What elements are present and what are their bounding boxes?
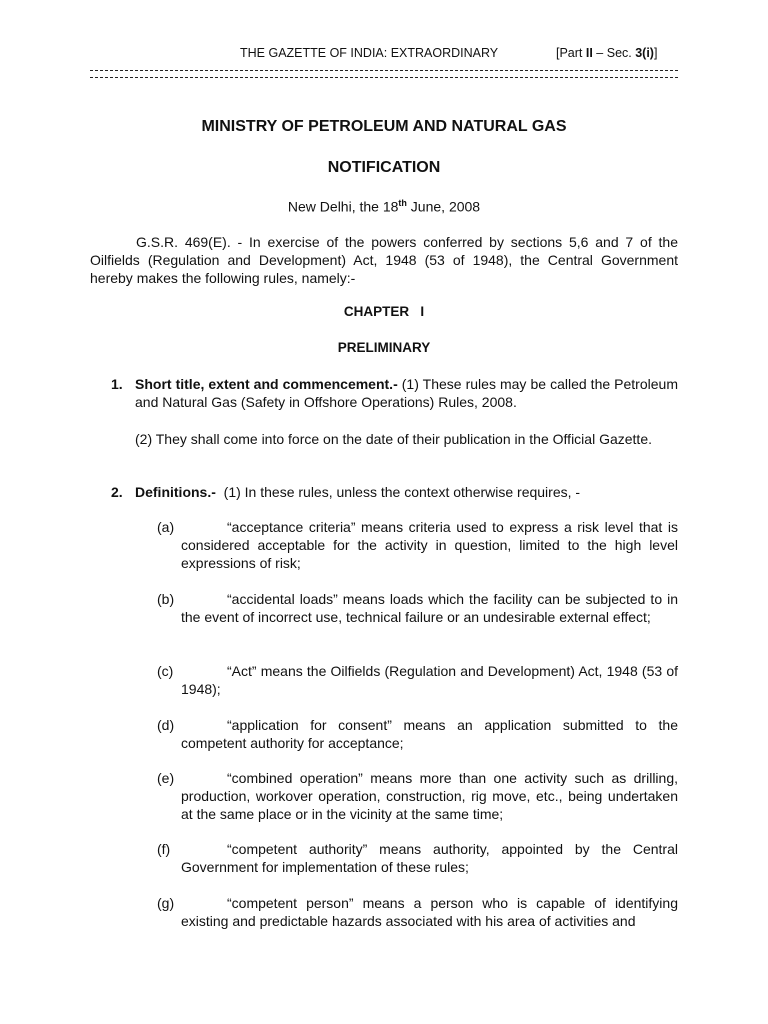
part-section-label: [Part II – Sec. 3(i)] [556, 46, 658, 60]
rule-text: (1) These rules may be called the Petroleum and Natural Gas (Safety in Offshore Operations) Rules, 2008. [135, 376, 678, 410]
rule-number: 2. [111, 484, 123, 500]
definition-text: “Act” means the Oilfields (Regulation and Development) Act, 1948 (53 of 1948); [181, 663, 678, 697]
rule-1-subrule-2: (2) They shall come into force on the date of their publication in the Official Gazette. [135, 431, 652, 447]
definition-item [157, 662, 678, 698]
definition-label: (b) [157, 591, 175, 607]
rule-heading: Definitions.- [135, 484, 216, 500]
definition-text: “application for consent” means an application submitted to the competent authority for acceptance; [181, 717, 678, 751]
definition-item [157, 840, 678, 876]
definition-label: (c) [157, 663, 174, 679]
definition-item [157, 590, 678, 626]
definition-label: (g) [157, 895, 175, 911]
chapter-heading: CHAPTER I [343, 304, 425, 319]
gazette-title: THE GAZETTE OF INDIA: EXTRAORDINARY [240, 46, 499, 60]
gsr-paragraph: G.S.R. 469(E). - In exercise of the powers conferred by sections 5,6 and 7 of the Oilfields (Regulation and Development) Act, 1948 (53 of 1948), the Central Government hereby makes the following rules, namely:- [90, 234, 678, 286]
rule-text: (1) In these rules, unless the context otherwise requires, - [215, 484, 581, 500]
definition-label: (d) [157, 717, 175, 733]
definition-text: “competent person” means a person who is capable of identifying existing and predictable hazards associated with his area of activities and [181, 895, 678, 929]
definition-text: “competent authority” means authority, appointed by the Central Government for implementation of these rules; [181, 841, 678, 875]
definition-text: “acceptance criteria” means criteria used to express a risk level that is considered acceptable for the activity in question, limited to the high level expressions of risk; [181, 519, 678, 571]
definition-item [157, 894, 678, 930]
ministry-heading: MINISTRY OF PETROLEUM AND NATURAL GAS [201, 118, 567, 135]
dateline: New Delhi, the 18th June, 2008 [287, 198, 481, 215]
definition-label: (e) [157, 770, 175, 786]
definition-item [157, 769, 678, 823]
definition-item [157, 716, 678, 752]
definition-label: (f) [157, 841, 171, 857]
header-divider-bottom [90, 77, 678, 78]
rule-number: 1. [111, 376, 123, 392]
chapter-title: PRELIMINARY [337, 340, 431, 355]
rule-body [135, 375, 678, 411]
rule-body [135, 483, 678, 501]
notification-title: NOTIFICATION [327, 159, 441, 176]
page-header [90, 46, 678, 66]
definition-text: “combined operation” means more than one activity such as drilling, production, workover operation, construction, rig move, etc., being undertaken at the same place or in the vicinity at the same time; [181, 770, 678, 822]
definition-label: (a) [157, 519, 175, 535]
header-divider-top [90, 70, 678, 71]
definition-text: “accidental loads” means loads which the facility can be subjected to in the event of incorrect use, technical failure or an undesirable external effect; [181, 591, 678, 625]
rule-2 [111, 483, 678, 501]
definition-item [157, 518, 678, 572]
rule-1 [111, 375, 678, 411]
rule-heading: Short title, extent and commencement.- [135, 376, 398, 392]
